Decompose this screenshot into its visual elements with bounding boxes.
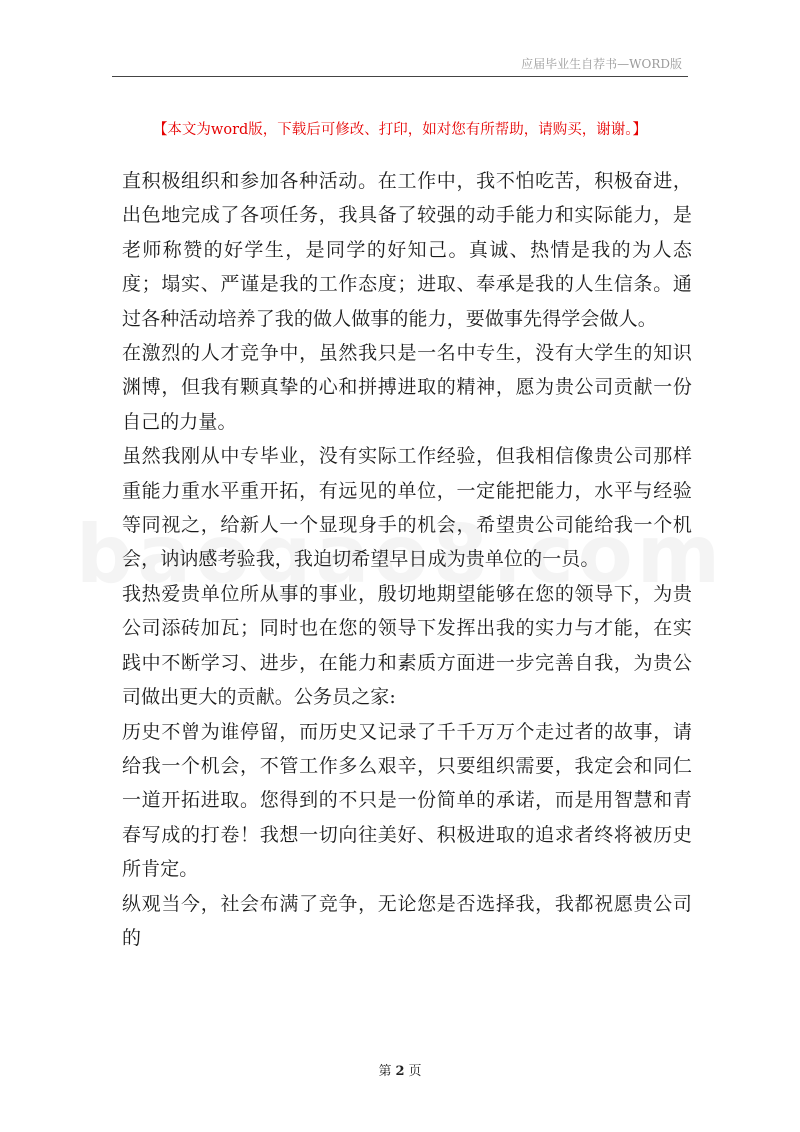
paragraph-5: 历史不曾为谁停留，而历史又记录了千千万万个走过者的故事，请给我一个机会，不管工作多么艰辛，只要组织需要，我定会和同仁一道开拓进取。您得到的不只是一份简单的承诺，而是用智慧和青春写成的打卷！我想一切向往美好、积极进取的追求者终将被历史所肯定。: [122, 720, 692, 881]
page-header: [112, 52, 688, 77]
paragraph-2: 在激烈的人才竞争中，虽然我只是一名中专生，没有大学生的知识渊博，但我有颗真挚的心和拼搏进取的精神，愿为贵公司贡献一份自己的力量。: [122, 342, 692, 433]
page-footer: [0, 1060, 800, 1079]
page-prefix: 第: [378, 1064, 392, 1079]
download-notice: 【本文为word版，下载后可修改、打印，如对您有所帮助，请购买，谢谢。】: [152, 122, 648, 138]
header-title: 应届毕业生自荐书—WORD版: [521, 57, 682, 71]
paragraph-4: 我热爱贵单位所从事的事业，殷切地期望能够在您的领导下，为贵公司添砖加瓦；同时也在您的领导下发挥出我的实力与才能，在实践中不断学习、进步，在能力和素质方面进一步完善自我，为贵公司做出更大的贡献。公务员之家:: [122, 582, 692, 709]
paragraph-6: 纵观当今，社会布满了竞争，无论您是否选择我，我都祝愿贵公司的: [122, 892, 692, 949]
page-number: 2: [395, 1064, 405, 1079]
paragraph-1: 直积极组织和参加各种活动。在工作中，我不怕吃苦，积极奋进，出色地完成了各项任务，我具备了较强的动手能力和实际能力，是老师称赞的好学生，是同学的好知己。真诚、热情是我的为人态度；塌实、严谨是我的工作态度；进取、奉承是我的人生信条。通过各种活动培养了我的做人做事的能力，要做事先得学会做人。: [122, 170, 692, 330]
page-suffix: 页: [408, 1064, 422, 1079]
paragraph-3: 虽然我刚从中专毕业，没有实际工作经验，但我相信像贵公司那样重能力重水平重开拓，有远见的单位，一定能把能力，水平与经验等同视之，给新人一个显现身手的机会，希望贵公司能给我一个机会，讷讷感考验我，我迫切希望早日成为贵单位的一员。: [122, 445, 692, 571]
document-body: [122, 164, 692, 955]
